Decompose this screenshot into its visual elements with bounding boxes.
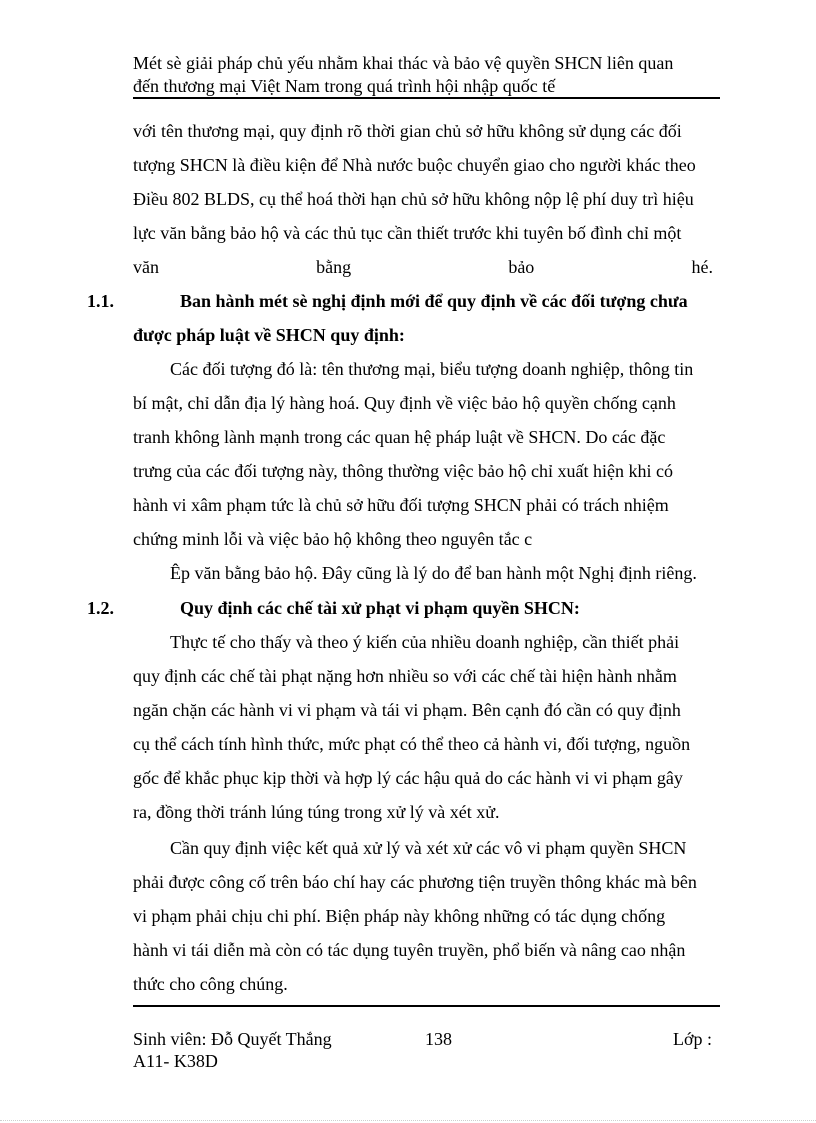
body-line: phải được công cố trên báo chí hay các phương tiện truyền thông khác mà bên	[133, 872, 697, 892]
body-line: lực văn bằng bảo hộ và các thủ tục cần thiết trước khi tuyên bố đình chỉ một	[133, 223, 682, 243]
body-line: hành vi tái diễn mà còn có tác dụng tuyên truyền, phổ biến và nâng cao nhận	[133, 940, 686, 960]
body-line-justified	[133, 257, 713, 278]
body-line: gốc để khắc phục kịp thời và hợp lý các hậu quả do các hành vi vi phạm gây	[133, 768, 683, 788]
body-line: Các đối tượng đó là: tên thương mại, biểu tượng doanh nghiệp, thông tin	[170, 359, 694, 379]
section-number: 1.1.	[87, 291, 114, 311]
word: hé.	[691, 257, 713, 277]
footer-class-label: Lớp :	[673, 1029, 713, 1049]
body-line: Cần quy định việc kết quả xử lý và xét xử các vô vi phạm quyền SHCN	[170, 838, 687, 858]
page-number: 138	[425, 1029, 452, 1049]
body-line: thức cho công chúng.	[133, 974, 288, 994]
body-line: quy định các chế tài phạt nặng hơn nhiều so với các chế tài hiện hành nhằm	[133, 666, 677, 686]
body-line: ngăn chặn các hành vi vi phạm và tái vi phạm. Bên cạnh đó cần có quy định	[133, 700, 681, 720]
word: bảo	[508, 257, 535, 277]
footer-divider	[133, 1005, 720, 1007]
header-line-1: Mét sè giải pháp chủ yếu nhằm khai thác và bảo vệ quyền SHCN liên quan	[133, 53, 674, 73]
header-divider	[133, 97, 720, 99]
footer-student: Sinh viên: Đỗ Quyết Thắng	[133, 1029, 332, 1049]
section-number: 1.2.	[87, 598, 114, 618]
header-line-2: đến thương mại Việt Nam trong quá trình hội nhập quốc tế	[133, 76, 556, 96]
body-line: vi phạm phải chịu chi phí. Biện pháp này không những có tác dụng chống	[133, 906, 666, 926]
body-line: tượng SHCN là điều kiện để Nhà nước buộc chuyển giao cho người khác theo	[133, 155, 696, 175]
body-line: Thực tế cho thấy và theo ý kiến của nhiều doanh nghiệp, cần thiết phải	[170, 632, 680, 652]
body-line: chứng minh lỗi và việc bảo hộ không theo nguyên tắc c	[133, 529, 533, 549]
page-edge-divider	[0, 1120, 816, 1121]
body-line: cụ thể cách tính hình thức, mức phạt có thể theo cả hành vi, đối tượng, nguồn	[133, 734, 691, 754]
body-line: hành vi xâm phạm tức là chủ sở hữu đối tượng SHCN phải có trách nhiệm	[133, 495, 669, 515]
body-line: với tên thương mại, quy định rõ thời gian chủ sở hữu không sử dụng các đối	[133, 121, 682, 141]
body-line: tranh không lành mạnh trong các quan hệ pháp luật về SHCN. Do các đặc	[133, 427, 666, 447]
body-line: trưng của các đối tượng này, thông thường việc bảo hộ chỉ xuất hiện khi có	[133, 461, 673, 481]
body-line: Êp văn bằng bảo hộ. Đây cũng là lý do để ban hành một Nghị định riêng.	[170, 563, 697, 583]
body-line: ra, đồng thời tránh lúng túng trong xử lý và xét xử.	[133, 802, 500, 822]
section-heading: Quy định các chế tài xử phạt vi phạm quyền SHCN:	[180, 598, 580, 618]
section-heading: Ban hành mét sè nghị định mới để quy định về các đối tượng chưa	[180, 291, 688, 311]
header-text	[133, 52, 720, 98]
word: văn	[133, 257, 159, 277]
section-heading: được pháp luật về SHCN quy định:	[133, 325, 405, 345]
footer-class-value: A11- K38D	[133, 1051, 218, 1071]
word: bằng	[316, 257, 352, 277]
body-line: bí mật, chỉ dẫn địa lý hàng hoá. Quy định về việc bảo hộ quyền chống cạnh	[133, 393, 676, 413]
body-line: Điều 802 BLDS, cụ thể hoá thời hạn chủ sở hữu không nộp lệ phí duy trì hiệu	[133, 189, 694, 209]
